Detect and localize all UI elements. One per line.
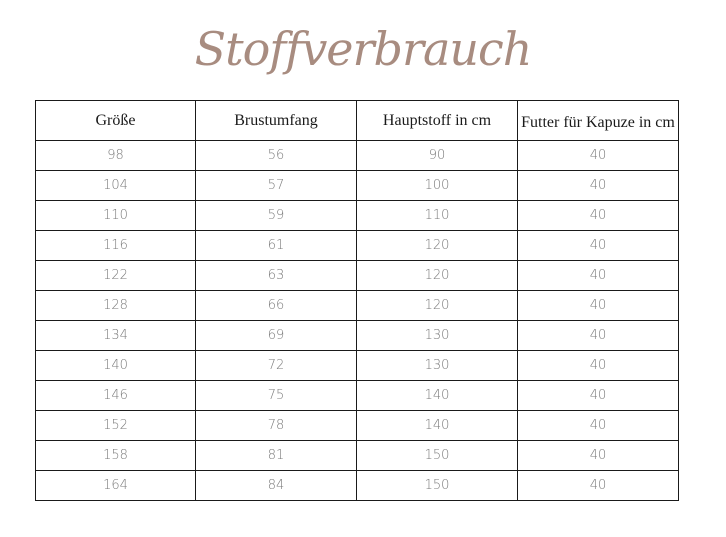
cell-chest: 75	[196, 381, 357, 411]
table-header-row	[36, 101, 679, 141]
cell-main-fabric: 140	[357, 411, 518, 441]
cell-size: 140	[36, 351, 196, 381]
header-hood-lining-label: Futter für Kapuze in cm	[521, 114, 675, 131]
table-row	[36, 441, 679, 471]
page-title: Stoffverbrauch	[194, 22, 532, 76]
header-chest-label: Brustumfang	[234, 112, 318, 129]
cell-main-fabric: 130	[357, 321, 518, 351]
cell-hood-lining: 40	[518, 201, 679, 231]
cell-hood-lining: 40	[518, 231, 679, 261]
cell-hood-lining: 40	[518, 291, 679, 321]
cell-size: 146	[36, 381, 196, 411]
cell-chest: 69	[196, 321, 357, 351]
cell-size: 164	[36, 471, 196, 501]
header-chest	[196, 101, 357, 141]
cell-hood-lining: 40	[518, 171, 679, 201]
table-body	[36, 141, 679, 501]
table-row	[36, 471, 679, 501]
table-row	[36, 411, 679, 441]
table-row	[36, 261, 679, 291]
cell-hood-lining: 40	[518, 381, 679, 411]
cell-main-fabric: 120	[357, 261, 518, 291]
header-size-label: Größe	[95, 112, 136, 129]
cell-main-fabric: 100	[357, 171, 518, 201]
cell-size: 116	[36, 231, 196, 261]
table-row	[36, 141, 679, 171]
cell-chest: 57	[196, 171, 357, 201]
cell-chest: 66	[196, 291, 357, 321]
cell-size: 152	[36, 411, 196, 441]
cell-chest: 59	[196, 201, 357, 231]
cell-chest: 56	[196, 141, 357, 171]
cell-chest: 72	[196, 351, 357, 381]
cell-hood-lining: 40	[518, 321, 679, 351]
cell-main-fabric: 120	[357, 291, 518, 321]
cell-hood-lining: 40	[518, 441, 679, 471]
header-hood-lining	[518, 101, 679, 141]
cell-main-fabric: 150	[357, 471, 518, 501]
cell-chest: 84	[196, 471, 357, 501]
header-main-fabric	[357, 101, 518, 141]
cell-main-fabric: 120	[357, 231, 518, 261]
cell-hood-lining: 40	[518, 411, 679, 441]
cell-main-fabric: 90	[357, 141, 518, 171]
cell-size: 98	[36, 141, 196, 171]
cell-hood-lining: 40	[518, 351, 679, 381]
table-row	[36, 201, 679, 231]
table-row	[36, 171, 679, 201]
table-row	[36, 321, 679, 351]
cell-size: 122	[36, 261, 196, 291]
cell-chest: 78	[196, 411, 357, 441]
table-row	[36, 351, 679, 381]
cell-chest: 63	[196, 261, 357, 291]
cell-main-fabric: 110	[357, 201, 518, 231]
cell-size: 104	[36, 171, 196, 201]
cell-size: 110	[36, 201, 196, 231]
table-row	[36, 291, 679, 321]
cell-size: 128	[36, 291, 196, 321]
fabric-consumption-table	[35, 100, 679, 501]
cell-chest: 81	[196, 441, 357, 471]
cell-hood-lining: 40	[518, 141, 679, 171]
header-size	[36, 101, 196, 141]
header-main-fabric-label: Hauptstoff in cm	[382, 112, 492, 129]
cell-size: 158	[36, 441, 196, 471]
cell-main-fabric: 140	[357, 381, 518, 411]
cell-main-fabric: 150	[357, 441, 518, 471]
cell-hood-lining: 40	[518, 261, 679, 291]
cell-hood-lining: 40	[518, 471, 679, 501]
table-row	[36, 231, 679, 261]
cell-main-fabric: 130	[357, 351, 518, 381]
table-row	[36, 381, 679, 411]
cell-size: 134	[36, 321, 196, 351]
cell-chest: 61	[196, 231, 357, 261]
